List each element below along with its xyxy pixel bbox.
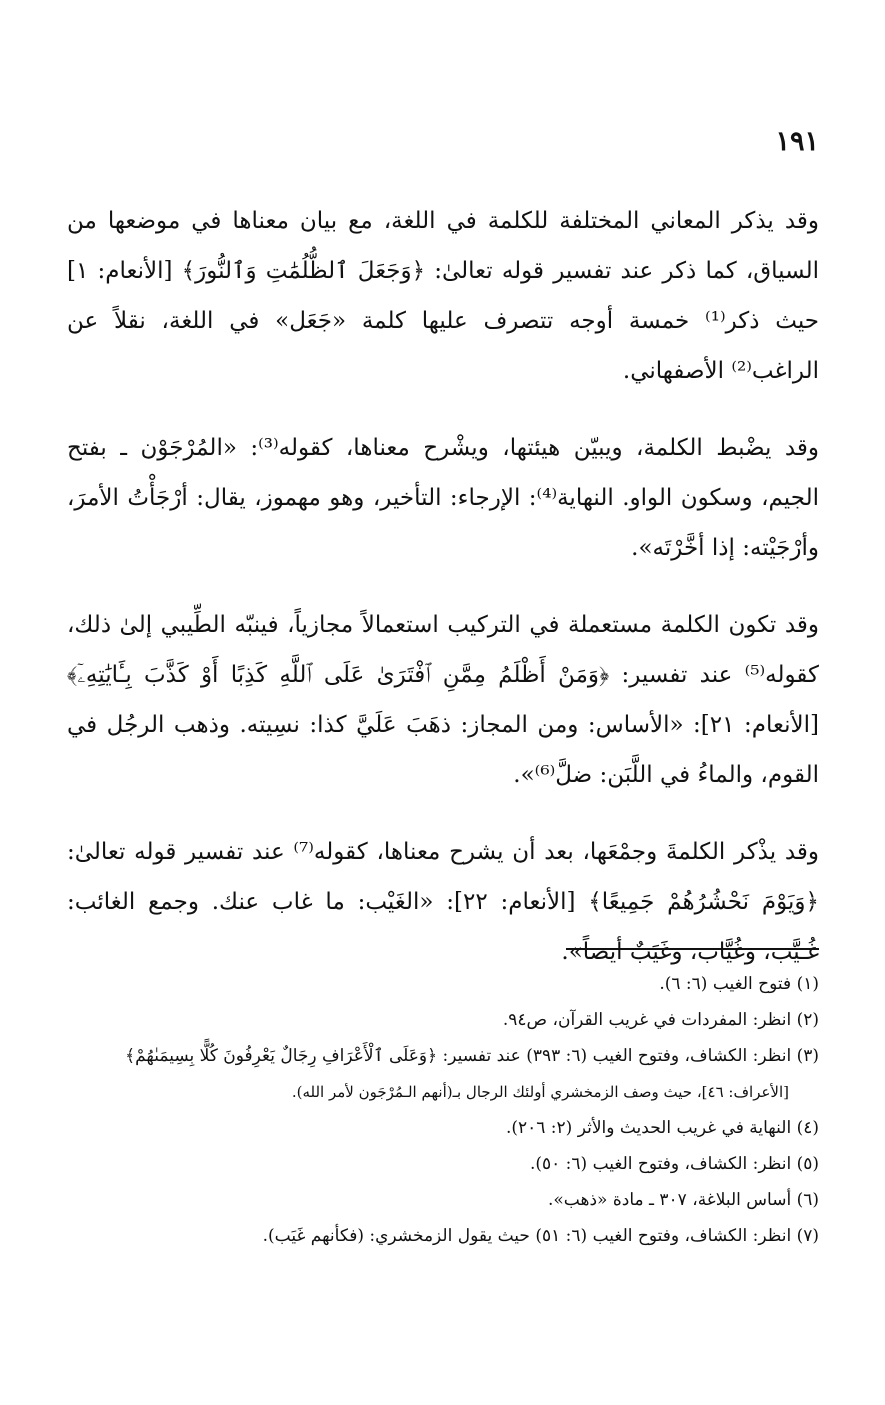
footnote: (١) فتوح الغيب (٦: ٦).: [659, 974, 819, 994]
paragraph: وقد يضْبط الكلمة، ويبيّن هيئتها، ويشْرح معناها، كقوله⁽³⁾: «المُرْجَوْن ـ بفتح الجيم، وسكون الواو. النهاية⁽⁴⁾: الإرجاء: التأخير، وهو مهموز، يقال: أرْجَأْتُ الأمرَ، وأرْجَيْته: إذا أخَّرْتَه».: [67, 435, 819, 561]
footnote: (٤) النهاية في غريب الحديث والأثر (٢: ٢٠٦).: [505, 1118, 819, 1138]
body-text: [67, 196, 819, 1004]
paragraph: وقد تكون الكلمة مستعملة في التركيب استعمالاً مجازياً، فينبّه الطِّيبي إلىٰ ذلك، كقوله⁽⁵⁾ عند تفسير: ﴿وَمَنْ أَظْلَمُ مِمَّنِ ٱفْتَرَىٰ عَلَى ٱللَّهِ كَذِبًا أَوْ كَذَّبَ بِـَٔايَٰتِهِۦٓ﴾ [الأنعام: ٢١]: «الأساس: ومن المجاز: ذهَبَ عَلَيَّ كذا: نسِيته. وذهب الرجُل في القوم، والماءُ في اللَّبَن: ضلَّ⁽⁶⁾».: [67, 612, 819, 788]
footnotes: [67, 966, 819, 1254]
footnote-continuation: [الأعراف: ٤٦]، حيث وصف الزمخشري أولئك الرجال بـ(أنهم الـمُرْجَون لأمر الله).: [291, 1083, 789, 1101]
paragraph: وقد يذكر المعاني المختلفة للكلمة في اللغة، مع بيان معناها في موضعها من السياق، كما ذكر عند تفسير قوله تعالىٰ: ﴿وَجَعَلَ ٱلظُّلُمَٰتِ وَٱلنُّورَ﴾ [الأنعام: ١] حيث ذكر⁽¹⁾ خمسة أوجه تتصرف عليها كلمة «جَعَل» في اللغة، نقلاً عن الراغب⁽²⁾ الأصفهاني.: [67, 208, 819, 384]
footnote-divider: [566, 948, 819, 950]
footnote: (٣) انظر: الكشاف، وفتوح الغيب (٦: ٣٩٣) عند تفسير: ﴿وَعَلَى ٱلْأَعْرَافِ رِجَالٌ يَعْرِفُونَ كُلًّا بِسِيمَىٰهُمْ﴾: [125, 1046, 819, 1066]
footnote: (٦) أساس البلاغة، ٣٠٧ ـ مادة «ذهب».: [548, 1190, 819, 1210]
footnote: (٢) انظر: المفردات في غريب القرآن، ص٩٤.: [502, 1010, 819, 1030]
footnote: (٥) انظر: الكشاف، وفتوح الغيب (٦: ٥٠).: [529, 1154, 819, 1174]
page-number: ١٩١: [775, 126, 819, 157]
paragraph: وقد يذْكر الكلمةَ وجمْعَها، بعد أن يشرح معناها، كقوله⁽⁷⁾ عند تفسير قوله تعالىٰ: ﴿وَيَوْمَ نَحْشُرُهُمْ جَمِيعًا﴾ [الأنعام: ٢٢]: «الغَيْب: ما غاب عنك. وجمع الغائب: غُـيَّب، وغُيَّاب، وغَيَبٌ أيضاً».: [67, 839, 819, 965]
footnote: (٧) انظر: الكشاف، وفتوح الغيب (٦: ٥١) حيث يقول الزمخشري: (فكأنهم غَيَب).: [262, 1226, 819, 1246]
